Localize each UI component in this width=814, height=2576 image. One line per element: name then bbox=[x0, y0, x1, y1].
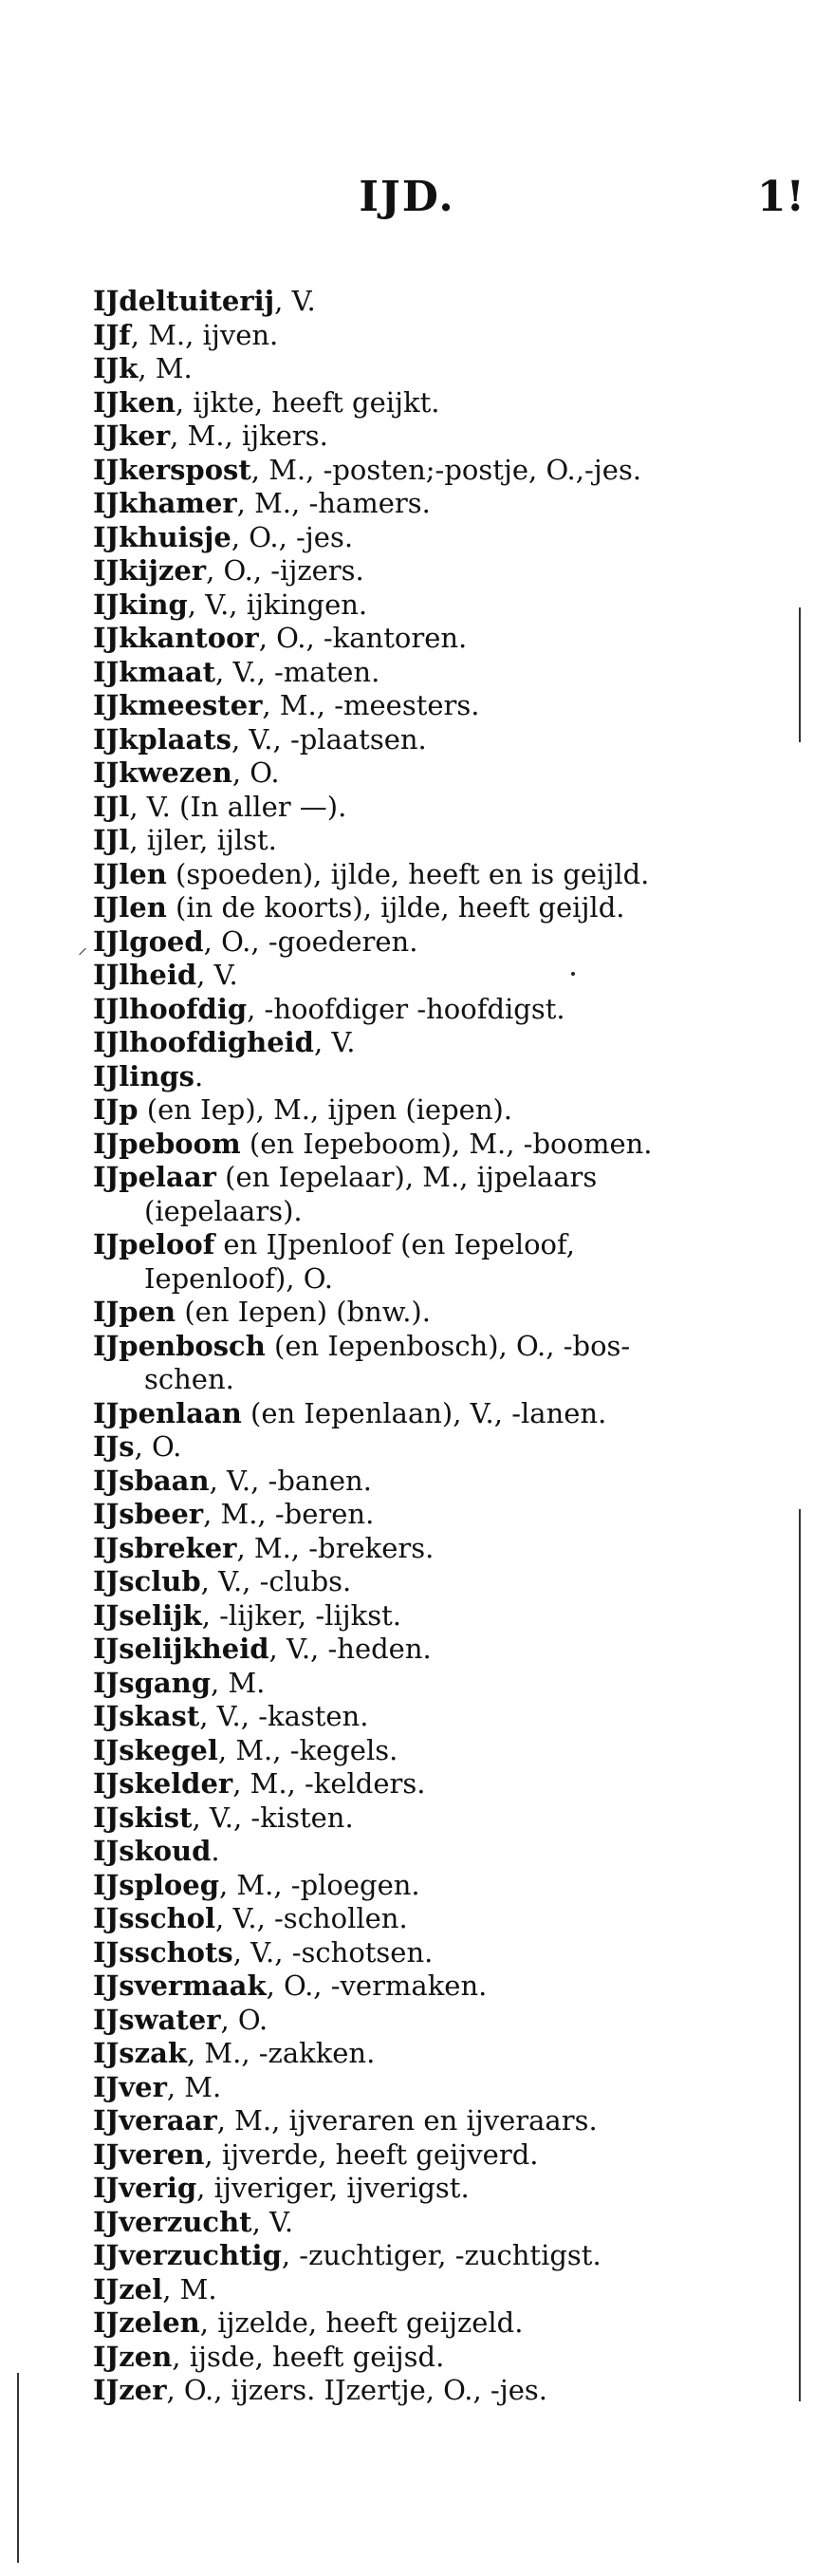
entry-definition: , ijler, ijlst. bbox=[129, 824, 277, 856]
entry-headword: IJkkantoor bbox=[93, 622, 259, 654]
dictionary-entry-list bbox=[93, 285, 776, 2408]
dictionary-entry bbox=[93, 891, 776, 925]
entry-headword: IJzen bbox=[93, 2340, 173, 2373]
entry-definition: , M., -kegels. bbox=[217, 1733, 398, 1766]
entry-headword: IJveraar bbox=[93, 2104, 217, 2137]
dictionary-entry bbox=[93, 1128, 776, 1162]
entry-definition: , V. bbox=[196, 959, 238, 991]
left-margin-line bbox=[17, 2373, 19, 2563]
entry-headword: IJlen bbox=[93, 891, 167, 924]
entry-definition: , M., -brekers. bbox=[236, 1531, 435, 1564]
entry-definition: (en Iepen) (bnw.). bbox=[176, 1296, 431, 1328]
dictionary-entry bbox=[93, 2004, 776, 2038]
entry-definition: , O., -jes. bbox=[231, 520, 354, 553]
entry-definition: , O. bbox=[220, 2003, 268, 2036]
entry-headword: IJs bbox=[93, 1430, 135, 1463]
dictionary-entry bbox=[93, 2273, 776, 2307]
entry-definition: , -hoofdiger -hoofdigst. bbox=[247, 992, 565, 1025]
entry-definition: , V. bbox=[313, 1026, 356, 1058]
dictionary-entry bbox=[93, 1565, 776, 1599]
dictionary-entry bbox=[93, 352, 776, 386]
dictionary-entry bbox=[93, 588, 776, 623]
entry-headword: IJszak bbox=[93, 2037, 187, 2069]
dictionary-entry bbox=[93, 454, 776, 488]
dictionary-entry bbox=[93, 2138, 776, 2173]
entry-headword: IJpeboom bbox=[93, 1127, 241, 1160]
entry-definition: Iepenloof), O. bbox=[144, 1261, 333, 1295]
entry-definition: , M., -beren. bbox=[203, 1498, 375, 1530]
entry-definition: (iepelaars). bbox=[144, 1194, 303, 1227]
dictionary-entry bbox=[93, 1902, 776, 1936]
entry-headword: IJkerspost bbox=[93, 453, 251, 486]
dictionary-entry bbox=[93, 1969, 776, 2004]
entry-headword: IJskast bbox=[93, 1700, 200, 1732]
entry-headword: IJsbreker bbox=[93, 1531, 237, 1564]
entry-headword: IJkmeester bbox=[93, 689, 263, 721]
dictionary-entry bbox=[93, 1633, 776, 1667]
dictionary-entry bbox=[93, 1835, 776, 1869]
dictionary-entry bbox=[93, 1734, 776, 1768]
entry-definition: , V., -kisten. bbox=[192, 1801, 354, 1834]
entry-headword: IJsvermaak bbox=[93, 1969, 267, 2002]
entry-definition: , -lijker, -lijkst. bbox=[201, 1598, 401, 1632]
entry-headword: IJsbaan bbox=[93, 1464, 210, 1497]
dictionary-entry bbox=[93, 2374, 776, 2408]
dictionary-entry bbox=[93, 1430, 776, 1465]
entry-definition: , ijzelde, heeft geijzeld. bbox=[199, 2306, 524, 2339]
dictionary-entry bbox=[93, 521, 776, 555]
entry-definition: , ijkte, heeft geijkt. bbox=[175, 385, 440, 419]
entry-headword: IJsschol bbox=[93, 1902, 216, 1934]
entry-headword: IJpenlaan bbox=[93, 1396, 242, 1429]
entry-definition: , M. bbox=[138, 352, 193, 384]
dictionary-entry bbox=[93, 723, 776, 757]
entry-definition: , M. bbox=[162, 2272, 217, 2305]
dictionary-entry bbox=[93, 1093, 776, 1128]
dictionary-entry bbox=[93, 1869, 776, 1903]
entry-headword: IJselijkheid bbox=[93, 1633, 269, 1665]
dictionary-entry bbox=[93, 858, 776, 892]
entry-definition: , V., -banen. bbox=[209, 1464, 372, 1497]
entry-headword: IJzelen bbox=[93, 2306, 200, 2339]
dictionary-entry bbox=[93, 1700, 776, 1734]
dictionary-entry bbox=[93, 554, 776, 588]
dictionary-entry bbox=[93, 487, 776, 521]
entry-headword: IJlhoofdigheid bbox=[93, 1026, 314, 1058]
right-margin-line-bottom bbox=[799, 1509, 801, 2401]
entry-headword: IJpeloof bbox=[93, 1228, 215, 1260]
dictionary-entry bbox=[93, 2037, 776, 2071]
entry-definition: , O., ijzers. IJzertje, O., -jes. bbox=[166, 2374, 547, 2406]
dictionary-entry bbox=[93, 1667, 776, 1701]
dictionary-entry bbox=[93, 1026, 776, 1060]
dictionary-entry bbox=[93, 756, 776, 791]
entry-definition: , V., -heden. bbox=[268, 1633, 432, 1665]
entry-definition: , V., -schotsen. bbox=[232, 1935, 434, 1969]
dictionary-entry bbox=[93, 2341, 776, 2375]
dictionary-entry bbox=[93, 1599, 776, 1633]
entry-headword: IJskegel bbox=[93, 1733, 218, 1766]
dictionary-entry bbox=[93, 285, 776, 319]
entry-headword: IJl bbox=[93, 824, 130, 856]
entry-headword: IJver bbox=[93, 2070, 167, 2103]
entry-definition: . bbox=[211, 1835, 220, 1867]
entry-definition: (en Iepenlaan), V., -lanen. bbox=[241, 1396, 607, 1429]
entry-continuation bbox=[93, 1363, 776, 1397]
entry-definition: (in de koorts), ijlde, heeft geijld. bbox=[166, 891, 625, 924]
entry-definition: , ijverde, heeft geijverd. bbox=[204, 2137, 539, 2171]
entry-definition: , V. (In aller —). bbox=[129, 790, 347, 823]
dictionary-entry bbox=[93, 1060, 776, 1094]
entry-definition: , M. bbox=[211, 1666, 266, 1699]
dictionary-entry bbox=[93, 2172, 776, 2206]
dictionary-entry bbox=[93, 791, 776, 825]
entry-headword: IJkhuisje bbox=[93, 520, 231, 553]
dictionary-entry bbox=[93, 622, 776, 656]
entry-headword: IJsgang bbox=[93, 1666, 212, 1699]
entry-definition: , M., -zakken. bbox=[186, 2037, 376, 2069]
entry-headword: IJlheid bbox=[93, 959, 197, 991]
entry-definition: , M., ijkers. bbox=[170, 420, 328, 452]
entry-headword: IJkhamer bbox=[93, 487, 237, 519]
entry-headword: IJdeltuiterij bbox=[93, 285, 275, 317]
entry-definition: , O. bbox=[231, 756, 280, 789]
entry-headword: IJkmaat bbox=[93, 655, 216, 688]
entry-headword: IJzel bbox=[93, 2272, 163, 2305]
entry-headword: IJswater bbox=[93, 2003, 221, 2036]
entry-headword: IJpen bbox=[93, 1296, 176, 1328]
dictionary-entry bbox=[93, 656, 776, 690]
page-title: IJD. bbox=[359, 173, 455, 221]
entry-definition: , V. bbox=[274, 285, 316, 317]
entry-headword: IJlhoofdig bbox=[93, 992, 248, 1025]
entry-headword: IJsploeg bbox=[93, 1868, 219, 1901]
entry-headword: IJlen bbox=[93, 857, 167, 890]
entry-definition: , V. bbox=[251, 2205, 294, 2238]
entry-continuation bbox=[93, 1262, 776, 1297]
entry-definition: , O., -ijzers. bbox=[206, 554, 364, 587]
dictionary-entry bbox=[93, 925, 776, 960]
entry-headword: IJselijk bbox=[93, 1598, 202, 1632]
dictionary-entry bbox=[93, 2071, 776, 2105]
dictionary-entry bbox=[93, 1465, 776, 1499]
entry-definition: , V., -maten. bbox=[215, 655, 380, 688]
entry-definition: , O. bbox=[134, 1430, 182, 1463]
entry-definition: (en Iep), M., ijpen (iepen). bbox=[138, 1093, 513, 1126]
entry-headword: IJpelaar bbox=[93, 1161, 216, 1193]
entry-definition: , M., -posten;-postje, O.,-jes. bbox=[250, 453, 642, 486]
entry-headword: IJsschots bbox=[93, 1935, 233, 1969]
entry-continuation bbox=[93, 1195, 776, 1229]
dictionary-entry bbox=[93, 689, 776, 723]
entry-definition: , ijsde, heeft geijsd. bbox=[172, 2340, 445, 2373]
entry-definition: , O., -goederen. bbox=[203, 924, 418, 958]
entry-definition: , V., -kasten. bbox=[199, 1700, 369, 1732]
dictionary-entry bbox=[93, 2206, 776, 2240]
entry-definition: , M., -meesters. bbox=[262, 689, 480, 721]
entry-headword: IJskist bbox=[93, 1801, 193, 1834]
page-number: 1! bbox=[757, 173, 805, 221]
entry-definition: , M., -kelders. bbox=[232, 1767, 426, 1800]
dictionary-entry bbox=[93, 2306, 776, 2341]
entry-definition: , O., -vermaken. bbox=[266, 1969, 488, 2002]
dictionary-entry bbox=[93, 1801, 776, 1836]
entry-headword: IJverig bbox=[93, 2172, 197, 2204]
dictionary-entry bbox=[93, 319, 776, 353]
dictionary-entry bbox=[93, 1397, 776, 1431]
dictionary-entry bbox=[93, 959, 776, 993]
entry-definition: (en Iepeboom), M., -boomen. bbox=[240, 1127, 653, 1160]
dictionary-entry bbox=[93, 1228, 776, 1262]
dictionary-entry bbox=[93, 1767, 776, 1801]
entry-headword: IJlings bbox=[93, 1059, 195, 1092]
entry-headword: IJp bbox=[93, 1093, 139, 1126]
entry-definition: , M., ijven. bbox=[130, 318, 279, 351]
entry-definition: , ijveriger, ijverigst. bbox=[196, 2172, 470, 2204]
entry-definition: , V., -plaatsen. bbox=[231, 722, 427, 756]
entry-definition: en IJpenloof (en Iepeloof, bbox=[214, 1228, 575, 1260]
entry-headword: IJverzuchtig bbox=[93, 2239, 282, 2271]
entry-headword: IJskelder bbox=[93, 1767, 233, 1800]
entry-definition: (en Iepenbosch), O., -bos- bbox=[265, 1329, 631, 1362]
entry-definition: , M. bbox=[166, 2070, 222, 2103]
dictionary-entry bbox=[93, 824, 776, 858]
dictionary-entry bbox=[93, 420, 776, 454]
entry-definition: schen. bbox=[144, 1363, 234, 1395]
dictionary-entry bbox=[93, 993, 776, 1027]
entry-definition: , M., -hamers. bbox=[236, 487, 431, 519]
entry-headword: IJsclub bbox=[93, 1565, 201, 1597]
entry-headword: IJverzucht bbox=[93, 2205, 252, 2238]
dictionary-entry bbox=[93, 1936, 776, 1970]
entry-definition: (en Iepelaar), M., ijpelaars bbox=[215, 1161, 598, 1193]
right-margin-line-top bbox=[799, 607, 801, 742]
entry-definition: , -zuchtiger, -zuchtigst. bbox=[281, 2239, 601, 2271]
entry-definition: , M., -ploegen. bbox=[218, 1868, 420, 1901]
entry-headword: IJkwezen bbox=[93, 756, 232, 789]
entry-definition: , V., -clubs. bbox=[200, 1565, 352, 1597]
margin-tick-mark: ⸍ bbox=[78, 943, 87, 966]
dictionary-entry bbox=[93, 1161, 776, 1195]
entry-headword: IJf bbox=[93, 318, 131, 351]
entry-headword: IJking bbox=[93, 588, 188, 621]
dictionary-entry bbox=[93, 1330, 776, 1364]
entry-headword: IJlgoed bbox=[93, 924, 204, 958]
entry-headword: IJkplaats bbox=[93, 722, 231, 756]
dictionary-entry bbox=[93, 1498, 776, 1532]
entry-headword: IJkijzer bbox=[93, 554, 207, 587]
entry-definition: , O., -kantoren. bbox=[258, 622, 468, 654]
entry-headword: IJveren bbox=[93, 2137, 205, 2171]
dictionary-entry bbox=[93, 2239, 776, 2273]
entry-headword: IJk bbox=[93, 352, 139, 384]
entry-headword: IJsbeer bbox=[93, 1498, 204, 1530]
entry-headword: IJl bbox=[93, 790, 130, 823]
dictionary-entry bbox=[93, 1296, 776, 1330]
entry-definition: , V., -schollen. bbox=[215, 1902, 408, 1934]
dictionary-entry bbox=[93, 1532, 776, 1566]
entry-definition: , V., ijkingen. bbox=[187, 588, 368, 621]
entry-headword: IJker bbox=[93, 420, 171, 452]
entry-headword: IJken bbox=[93, 385, 176, 419]
entry-headword: IJskoud bbox=[93, 1835, 212, 1867]
entry-headword: IJzer bbox=[93, 2374, 167, 2406]
dictionary-entry bbox=[93, 386, 776, 420]
entry-definition: (spoeden), ijlde, heeft en is geijld. bbox=[166, 857, 650, 890]
dictionary-entry bbox=[93, 2104, 776, 2138]
entry-headword: IJpenbosch bbox=[93, 1329, 266, 1362]
entry-definition: , M., ijveraren en ijveraars. bbox=[216, 2104, 598, 2137]
entry-definition: . bbox=[194, 1059, 204, 1092]
